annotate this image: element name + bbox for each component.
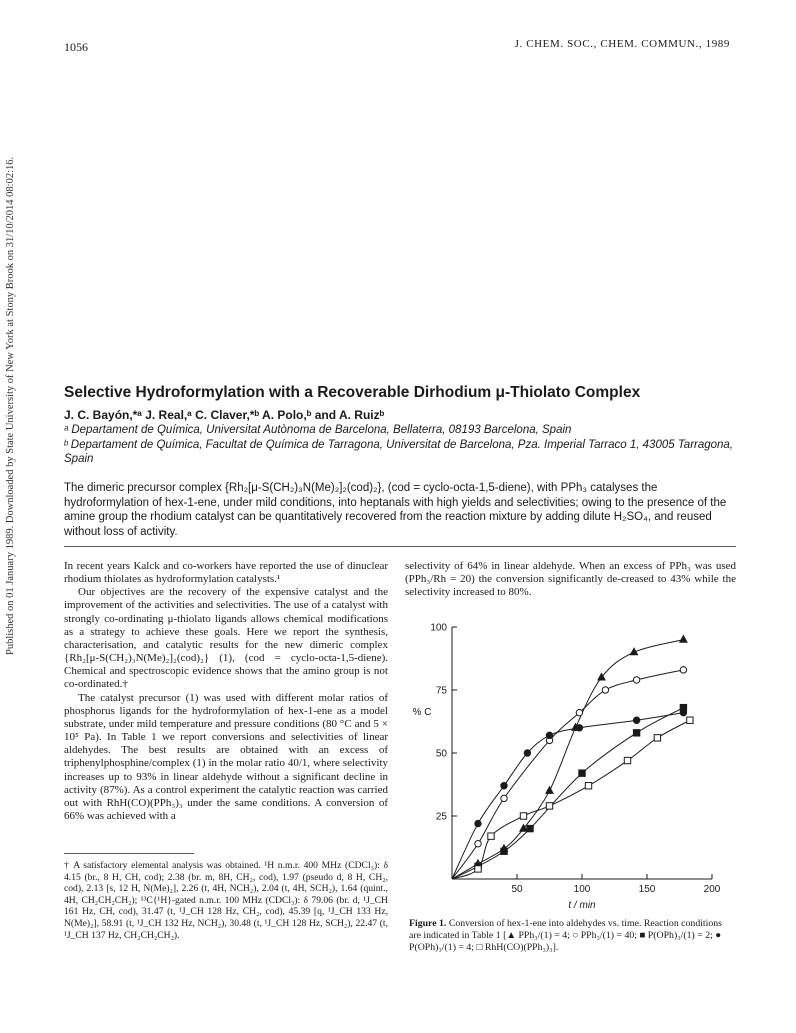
y-axis-label: % C (412, 707, 432, 719)
footnote: † A satisfactory elemental analysis was obtained. ¹H n.m.r. 400 MHz (CDCl₃): δ 4.15 (br., 8 H, CH, cod); 2.38 (br. m, 8H, CH₂, cod), 1.97 (pseudo d, 8 H, CH₂, cod), 2.13 [s, 12 H, N(Me)₂], 2.26 (t, 4H, NCH₂), 2.04 (t, 4H, SCH₂), 1.64 (quint., 4H, CH₂CH₂CH₂); ¹³C{¹H}-gated n.m.r. 100 MHz (CDCl₃): δ 79.06 (br. d, ¹J_CH 161 Hz, CH, cod), 31.47 (t, ¹J_CH 128 Hz, CH₂, cod), 45.39 [q, ¹J_CH 133 Hz, N(Me)₂], 58.91 (t, ¹J_CH 132 Hz, NCH₂), 30.48 (t, ¹J_CH 128 Hz, SCH₂), 22.47 (t, ¹J_CH 137 Hz, CH₂CH₂CH₂). (64, 860, 388, 941)
marker-circle-filled (576, 725, 582, 731)
marker-circle-filled (633, 717, 639, 723)
figure-caption-text: Conversion of hex-1-ene into aldehydes vs. time. Reaction conditions are indicated in Table 1 [▲ PPh₃/(1) = 4; ○ PPh₃/(1) = 40; ■ P(OPh)₃/(1) = 2; ● P(OPh)₃/(1) = 4; □ RhH(CO)(PPh₃)₃]. (409, 918, 722, 953)
series-line (452, 670, 683, 879)
marker-circle-filled (524, 750, 530, 756)
journal-header: J. CHEM. SOC., CHEM. COMMUN., 1989 (514, 38, 730, 50)
x-axis-label: t / min (568, 900, 596, 911)
marker-circle-filled (546, 732, 552, 738)
body-left-column (64, 560, 388, 823)
marker-circle-open (680, 667, 686, 673)
footnote-divider (64, 853, 194, 854)
page-number: 1056 (64, 40, 88, 54)
marker-triangle-filled (680, 636, 687, 643)
marker-square-filled (633, 730, 639, 736)
marker-square-open (546, 803, 552, 809)
series-line (452, 720, 690, 879)
marker-circle-open (475, 841, 481, 847)
marker-circle-filled (501, 783, 507, 789)
marker-square-open (520, 813, 526, 819)
figure-caption (409, 918, 734, 954)
marker-circle-filled (475, 820, 481, 826)
x-tick-label: 50 (511, 884, 523, 895)
y-tick-label: 75 (435, 685, 447, 697)
marker-square-filled (527, 825, 533, 831)
marker-triangle-filled (546, 787, 553, 794)
y-tick-label: 100 (430, 622, 447, 634)
body-paragraph: The catalyst precursor (1) was used with different molar ratios of phosphorus ligands for the hydroformylation of hex-1-ene as a model substrate, under mild temperature and pressure conditions (80 °C and 5 × 10⁵ Pa). In Table 1 we report conversions and selectivities of linear aldehydes. The best results are obtained with an excess of triphenylphosphine/complex (1) in the molar ratio 40/1, where selectivity increases up to 93% in linear aldehyde without a significant decline in activity (87%). As a control experiment the catalytic reaction was carried out with RhH(CO)(PPh₃)₃ under the same conditions. A conversion of 66% was achieved with a (64, 691, 388, 822)
abstract-divider (64, 546, 736, 547)
marker-circle-open (501, 795, 507, 801)
conversion-chart-svg (405, 612, 740, 912)
abstract: The dimeric precursor complex {Rh₂[μ-S(CH₂)₃N(Me)₂]₂(cod)₂}, (cod = cyclo-octa-1,5-diene), with PPh₃ catalyses the hydroformylation of hex-1-ene, under mild conditions, into heptanals with high yields and selectivities; owing to the presence of the amine group the rhodium catalyst can be quantitatively recovered from the reaction mixture by adding dilute H₂SO₄, and reused without loss of activity. (64, 482, 727, 538)
marker-circle-open (633, 677, 639, 683)
y-tick-label: 25 (435, 811, 447, 823)
x-tick-label: 150 (638, 884, 656, 895)
figure-label: Figure 1. (409, 918, 447, 929)
marker-circle-open (576, 709, 582, 715)
marker-square-filled (501, 848, 507, 854)
author-list: J. C. Bayón,*ᵃ J. Real,ᵃ C. Claver,*ᵇ A. Polo,ᵇ and A. Ruizᵇ (64, 408, 385, 422)
body-right-column: selectivity of 64% in linear aldehyde. When an excess of PPh₃ was used (PPh₃/Rh = 20) the conversion significantly de-creased to 43% while the selectivity increased to 80%. (405, 560, 736, 599)
download-watermark: Published on 01 January 1989. Downloaded by State University of New York at Stony Brook on 31/10/2014 08:02:16. (5, 156, 16, 655)
series-line (452, 713, 683, 879)
affiliation-b: ᵇ Departament de Química, Facultat de Química de Tarragona, Universitat de Barcelona, Pza. Imperial Tarraco 1, 43005 Tarragona, Spain (64, 439, 734, 465)
marker-square-open (585, 783, 591, 789)
marker-square-open (475, 866, 481, 872)
x-tick-label: 200 (703, 884, 721, 895)
marker-square-open (624, 757, 630, 763)
marker-square-filled (579, 770, 585, 776)
marker-square-open (488, 833, 494, 839)
y-tick-label: 50 (435, 748, 447, 760)
body-paragraph: Our objectives are the recovery of the expensive catalyst and the improvement of the activities and selectivities. The use of a catalyst with strongly co-ordinating μ-thiolato ligands allows chemical modifications as a strategy to achieve these goals. Here we report the synthesis, characterisation, and catalytic results for the new dimeric complex {Rh₂[μ-S(CH₂)₃N(Me)₂]₂(cod)₂} (1), (cod = cyclo-octa-1,5-diene). Chemical and spectroscopic evidence shows that the amino group is not co-ordinated.† (64, 586, 388, 691)
series-line (452, 708, 683, 879)
affiliation-a: ᵃ Departament de Química, Universitat Autònoma de Barcelona, Bellaterra, 08193 Barcelona, Spain (64, 424, 572, 436)
x-tick-label: 100 (573, 884, 591, 895)
figure-1-chart (405, 612, 740, 912)
marker-circle-open (602, 687, 608, 693)
marker-square-open (687, 717, 693, 723)
marker-square-open (654, 735, 660, 741)
article-title: Selective Hydroformylation with a Recoverable Dirhodium μ-Thiolato Complex (64, 384, 641, 401)
marker-circle-filled (680, 709, 686, 715)
body-paragraph: In recent years Kalck and co-workers have reported the use of dinuclear rhodium thiolates as hydroformylation catalysts.¹ (64, 560, 388, 586)
